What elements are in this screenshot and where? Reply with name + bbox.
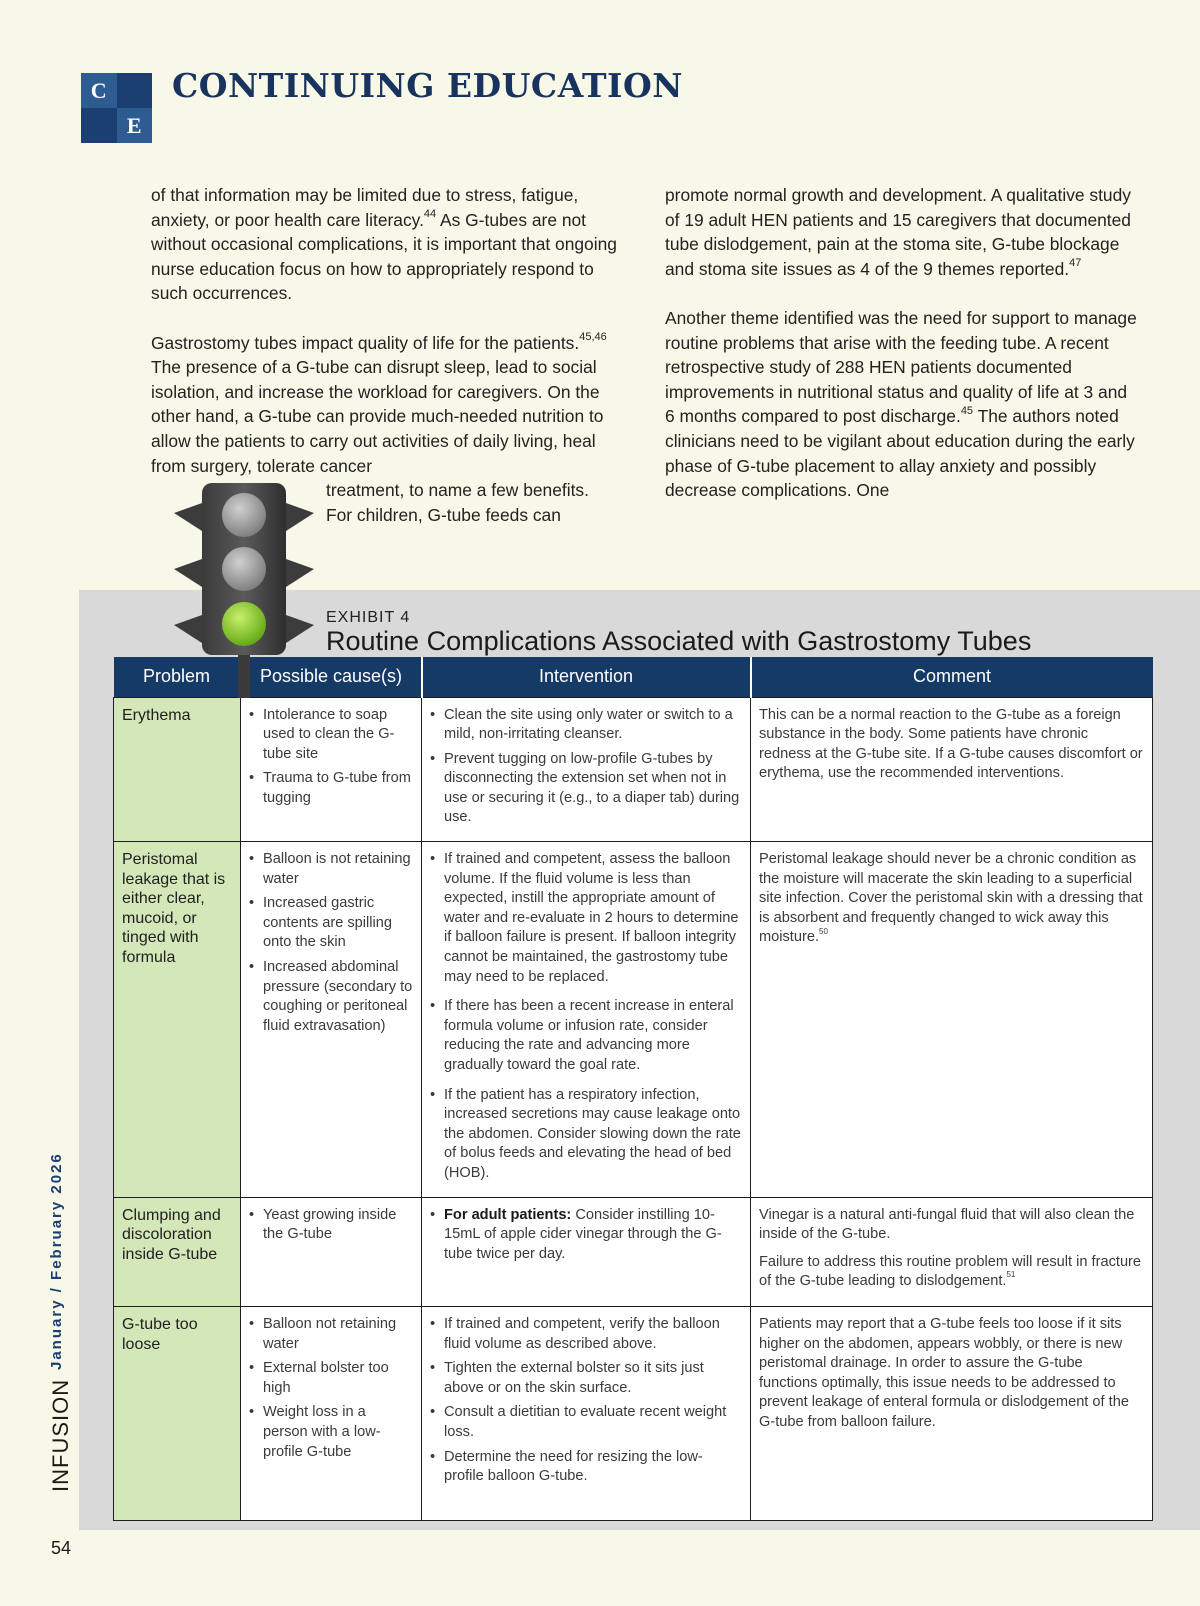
intervention-cell xyxy=(422,1197,751,1306)
table-row xyxy=(114,842,1153,1198)
logo-letter-e: E xyxy=(117,108,153,143)
issue-date: January / February 2026 xyxy=(48,1152,65,1370)
list-item: • If trained and competent, verify the balloon fluid volume as described above. xyxy=(430,1315,742,1354)
list-item: • Balloon not retaining water xyxy=(249,1315,413,1354)
table-row xyxy=(114,1306,1153,1520)
header-comment: Comment xyxy=(751,657,1153,697)
complications-table xyxy=(113,657,1153,1521)
list-item: • If trained and competent, assess the balloon volume. If the fluid volume is less than expected, instill the appropriate amount of water and re-evaluate in 2 hours to determine if balloon failure is present. If balloon integrity cannot be maintained, the gastrostomy tube may need to be replaced. xyxy=(430,850,742,987)
list-item: • Clean the site using only water or switch to a mild, non-irritating cleanser. xyxy=(430,706,742,745)
list-item: • Balloon is not retaining water xyxy=(249,850,413,889)
causes-cell xyxy=(241,1197,422,1306)
paragraph: of that information may be limited due to stress, fatigue, anxiety, or poor health care literacy.$^{44}$ As G-tubes are not without occasional complications, it is important that ongoing nurse education focus on how to appropriately respond to such occurrences. xyxy=(151,185,617,304)
list-item: • Yeast growing inside the G-tube xyxy=(249,1206,413,1245)
header-problem: Problem xyxy=(114,657,241,697)
exhibit-title: Routine Complications Associated with Gastrostomy Tubes xyxy=(326,626,1032,656)
magazine-brand: INFUSION xyxy=(48,1378,73,1492)
list-item: • Weight loss in a person with a low-profile G-tube xyxy=(249,1403,413,1462)
causes-cell xyxy=(241,1306,422,1520)
causes-cell xyxy=(241,842,422,1198)
problem-cell: Peristomal leakage that is either clear, mucoid, or tinged with formula xyxy=(114,842,241,1198)
list-item: • External bolster too high xyxy=(249,1359,413,1398)
header-causes: Possible cause(s) xyxy=(241,657,422,697)
list-item: • Prevent tugging on low-profile G-tubes by disconnecting the extension set when not in use or securing it (e.g., to a diaper tab) during use. xyxy=(430,750,742,828)
intervention-cell xyxy=(422,697,751,842)
list-item: • For adult patients: Consider instilling 10-15mL of apple cider vinegar through the G-tube twice per day. xyxy=(430,1206,742,1265)
comment-cell: Patients may report that a G-tube feels too loose if it sits higher on the abdomen, appears wobbly, or there is new peristomal drainage. In order to assure the G-tube functions optimally, this issue needs to be addressed to prevent leakage of enteral formula or dislodgement of the G-tube from balloon failure. xyxy=(751,1306,1153,1520)
list-item: • Determine the need for resizing the low-profile balloon G-tube. xyxy=(430,1448,742,1487)
paragraph: promote normal growth and development. A qualitative study of 19 adult HEN patients and 15 caregivers that documented tube dislodgement, pain at the stoma site, G-tube blockage and stoma site issues as 4 of the 9 themes reported.$^{47}$ xyxy=(665,185,1131,279)
traffic-light-icon xyxy=(174,483,314,698)
paragraph: Gastrostomy tubes impact quality of life for the patients.$^{45,46}$ The presence of a G-tube can disrupt sleep, lead to social isolation, and increase the workload for caregivers. On the other hand, a G-tube can provide much-needed nutrition to allow the patients to carry out activities of daily living, heal from surgery, tolerate cancer treatment, to name a few benefits. For children, G-tube feeds can xyxy=(151,330,607,525)
paragraph: Another theme identified was the need for support to manage routine problems that arise with the feeding tube. A recent retrospective study of 288 HEN patients documented improvements in nutritional status and quality of life at 3 and 6 months compared to post discharge.$^{45}$ The authors noted clinicians need to be vigilant about education during the early phase of G-tube placement to allay anxiety and possibly decrease complications. One xyxy=(665,307,1137,501)
causes-cell xyxy=(241,697,422,842)
ce-logo xyxy=(81,73,152,143)
intervention-cell xyxy=(422,842,751,1198)
list-item: • Tighten the external bolster so it sits just above or on the skin surface. xyxy=(430,1359,742,1398)
citation: 47 xyxy=(1069,256,1082,269)
table-row xyxy=(114,697,1153,842)
problem-cell: Clumping and discoloration inside G-tube xyxy=(114,1197,241,1306)
list-item: • If there has been a recent increase in enteral formula volume or infusion rate, consider reducing the rate and advancing more gradually toward the goal rate. xyxy=(430,997,742,1075)
table-row xyxy=(114,1197,1153,1306)
comment-cell: This can be a normal reaction to the G-tube as a foreign substance in the body. Some patients have chronic redness at the G-tube site. If a G-tube causes discomfort or erythema, use the recommended interventions. xyxy=(751,697,1153,842)
list-item: • Intolerance to soap used to clean the G-tube site xyxy=(249,706,413,765)
citation: 45 xyxy=(960,404,974,417)
logo-block xyxy=(81,108,117,143)
list-item: • Trauma to G-tube from tugging xyxy=(249,769,413,808)
intervention-cell xyxy=(422,1306,751,1520)
list-item: • Increased abdominal pressure (secondary to coughing or peritoneal fluid extravasation) xyxy=(249,958,413,1036)
citation: 44 xyxy=(423,207,437,220)
problem-cell: G-tube too loose xyxy=(114,1306,241,1520)
comment-cell: Vinegar is a natural anti-fungal fluid that will also clean the inside of the G-tube. Failure to address this routine problem will result in fracture of the G-tube leading to dislodgement.$^{51}$ xyxy=(751,1197,1153,1306)
exhibit-label: EXHIBIT 4 xyxy=(326,609,411,626)
problem-cell: Erythema xyxy=(114,697,241,842)
page-number: 54 xyxy=(51,1538,72,1558)
body-column-right xyxy=(665,183,1140,527)
citation: 50 xyxy=(819,926,828,936)
citation: 45,46 xyxy=(579,330,607,343)
list-item: • Increased gastric contents are spilling onto the skin xyxy=(249,894,413,953)
list-item: • If the patient has a respiratory infection, increased secretions may cause leakage onto the abdomen. Consider slowing down the rate of bolus feeds and elevating the head of bed (HOB). xyxy=(430,1086,742,1184)
comment-cell: Peristomal leakage should never be a chronic condition as the moisture will macerate the skin leading to a superficial site infection. Cover the peristomal skin with a dressing that is absorbent and frequently changed to wick away this moisture.$^{50}$ xyxy=(751,842,1153,1198)
section-title: CONTINUING EDUCATION xyxy=(172,66,683,105)
citation: 51 xyxy=(1006,1270,1016,1280)
list-item: • Consult a dietitian to evaluate recent weight loss. xyxy=(430,1403,742,1442)
logo-letter-c: C xyxy=(81,73,117,108)
header-intervention: Intervention xyxy=(422,657,751,697)
logo-block xyxy=(117,73,153,108)
